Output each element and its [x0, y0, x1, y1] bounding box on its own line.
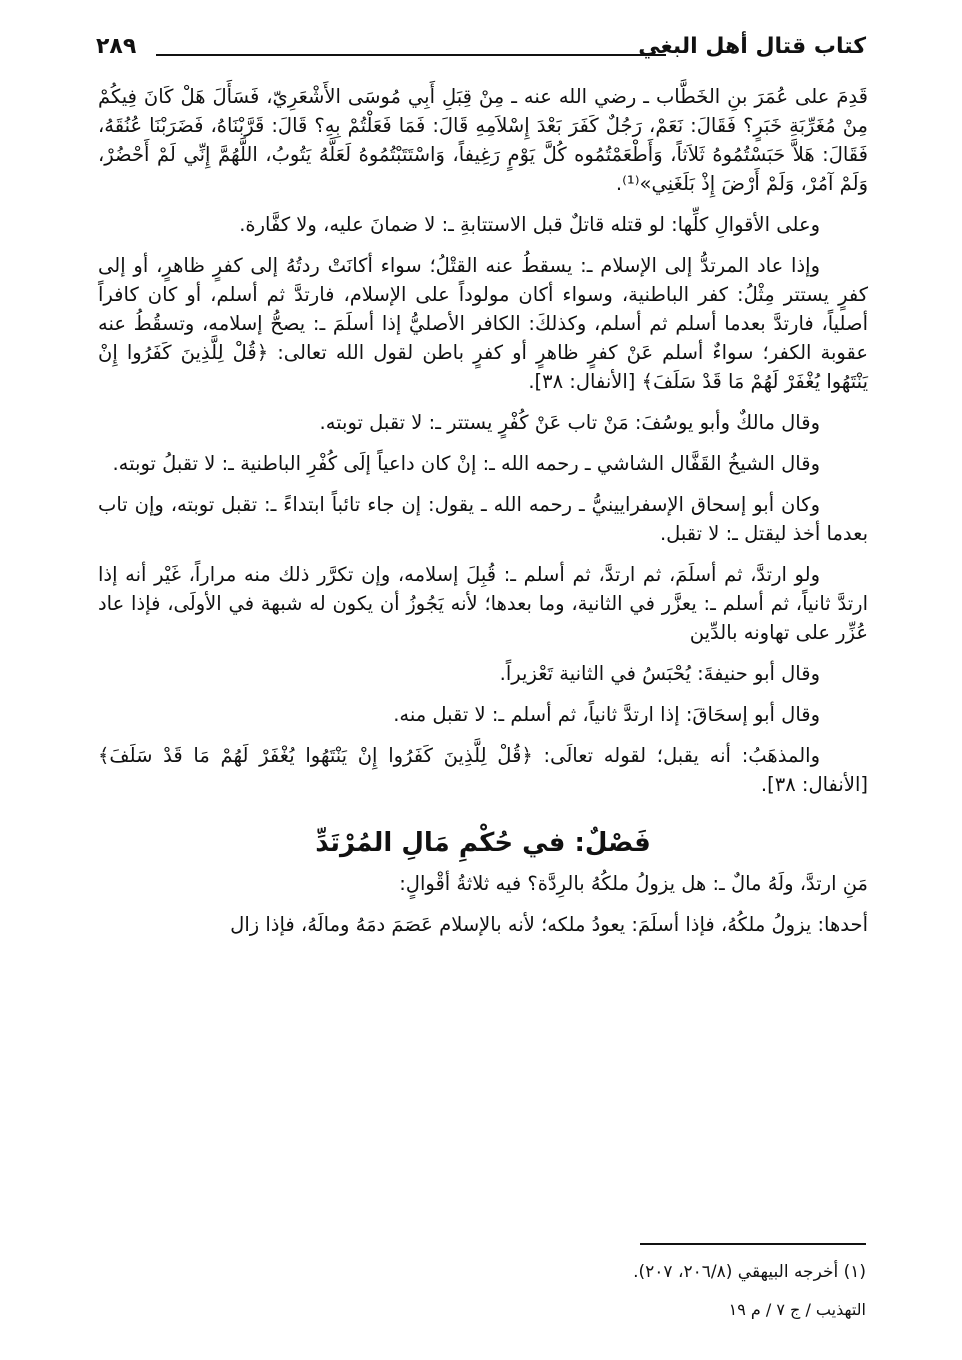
page-number: ٢٨٩ — [96, 34, 137, 59]
paragraph: ولو ارتدَّ، ثم أسلَمَ، ثم ارتدَّ، ثم أسلم ـ: قُبِلَ إسلامه، وإن تكرَّر ذلك منه مراراً، غَيْر أنه إذا ارتدَّ ثانياً، ثم أسلم ـ: يعزَّر في الثانية، وما بعدها؛ لأنه يَجُوزُ أن يكون له شبهة في الأولَى، فإذا عاد عُزِّر على تهاونه بالدِّين — [98, 563, 868, 644]
printer-signature: التهذيب / ج ٧ / م ١٩ — [728, 1300, 866, 1319]
paragraph: قَدِمَ على عُمَرَ بنِ الخَطَّاب ـ رضي الله عنه ـ مِنْ قِبَلِ أَبِي مُوسَى الأَشْعَرِيّ، فَسَأَلَ هَلْ كَانَ فِيكُمْ مِنْ مُغَرِّبَةِ خَبَرٍ؟ فَقَالَ: نَعَمْ، رَجُلٌ كَفَرَ بَعْدَ إِسْلاَمِهِ قَالَ: فَمَا فَعَلْتُمْ بِهِ؟ قَالَ: قَرَّبْنَاهُ، فَضَرَبْنَا عُنُقَهُ، فَقَالَ: هَلاَّ حَبَسْتُمُوهُ ثَلاَثاً، وَأَطْعَمْتُمُوه كُلَّ يَوْمٍ رَغِيفاً، وَاسْتَتَبْتُمُوهُ لَعَلَّهُ يَتُوبُ، اللَّهُمَّ إِنِّي لَمْ أَحْضُرْ، وَلَمْ آمُرْ، وَلَمْ أَرْضَ إِذْ بَلَغَنِي»⁽¹⁾. — [98, 85, 868, 195]
running-title: كتاب قتال أهل البغي — [638, 34, 866, 59]
page-header — [96, 34, 866, 74]
paragraph: أحدها: يزولُ ملكُهُ، فإذا أسلَمَ: يعودُ ملكه؛ لأنه بالإسلام عَصَمَ دمَهُ ومالَهُ، فإذا زال — [230, 913, 868, 936]
main-text — [98, 82, 868, 951]
header-rule — [156, 54, 666, 56]
paragraph: وقال أبو إسحَاقَ: إذا ارتدَّ ثانياً، ثم أسلم ـ: لا تقبل منه. — [393, 703, 820, 726]
footnote-rule — [640, 1243, 866, 1245]
paragraph: والمذهَبُ: أنه يقبل؛ لقوله تعالَى: ﴿قُلْ لِلَّذِينَ كَفَرُوا إِنْ يَنْتَهُوا يُغْفَرْ لَهُمْ مَا قَدْ سَلَفَ﴾ [الأنفال: ٣٨]. — [98, 744, 868, 796]
paragraph: وقال مالكٌ وأبو يوسُفَ: مَنْ تاب عَنْ كُفْرٍ يستتر ـ: لا تقبل توبته. — [319, 411, 820, 434]
paragraph: وإذا عاد المرتدُّ إلى الإسلام ـ: يسقطُ عنه القتْلُ؛ سواء أكانَتْ ردتُهُ إلى كفرٍ ظاهرٍ، أو إلى كفرٍ يستتر مِثْلُ: كفر الباطنية، وسواء أكان مولوداً على الإسلام، فارتدَّ ثم أسلم، أو كان كافراً أصلياً، فارتدَّ بعدما أسلم ثم أسلم، وكذلكَ: الكافر الأصليُّ إذا أسلَمَ ـ: يصحُّ إسلامه، وتسقُطُ عنه عقوبة الكفر؛ سواءٌ أسلم عَنْ كفرٍ ظاهرٍ أو كفرٍ باطن لقول الله تعالى: ﴿قُلْ لِلَّذِينَ كَفَرُوا إِنْ يَنْتَهُوا يُغْفَرْ لَهُمْ مَا قَدْ سَلَفَ﴾ [الأنفال: ٣٨]. — [98, 254, 868, 393]
paragraph: وعلى الأقوالِ كلِّها: لو قتله قاتلٌ قبل الاستتابةِ ـ: لا ضمانَ عليه، ولا كفَّارة. — [239, 213, 820, 236]
paragraph: وقال الشيخُ القَفَّال الشاشي ـ رحمه الله ـ: إنْ كان داعياً إلَى كُفْرِ الباطنية ـ: لا تقبلُ توبته. — [112, 452, 820, 475]
paragraph: مَنِ ارتدَّ، ولَهُ مالٌ ـ: هل يزولُ ملكُهُ بالرِدَّة؟ فيه ثلاثةُ أقْوالٍ: — [399, 872, 868, 895]
section-heading: فَصْلٌ: في حُكْمِ مَالِ المُرْتَدِّ — [315, 828, 651, 858]
paragraph: وقال أبو حنيفةَ: يُحْبَسُ في الثانية تَعْزيراً. — [499, 662, 820, 685]
footnote: (١) أخرجه البيهقي (٢٠٦/٨، ٢٠٧). — [633, 1262, 866, 1282]
paragraph: وكان أبو إسحاق الإسفرايينيُّ ـ رحمه الله ـ يقول: إن جاء تائباً ابتداءً ـ: تقبل توبته، وإن تاب بعدما أخذ ليقتل ـ: لا تقبل. — [98, 493, 868, 545]
